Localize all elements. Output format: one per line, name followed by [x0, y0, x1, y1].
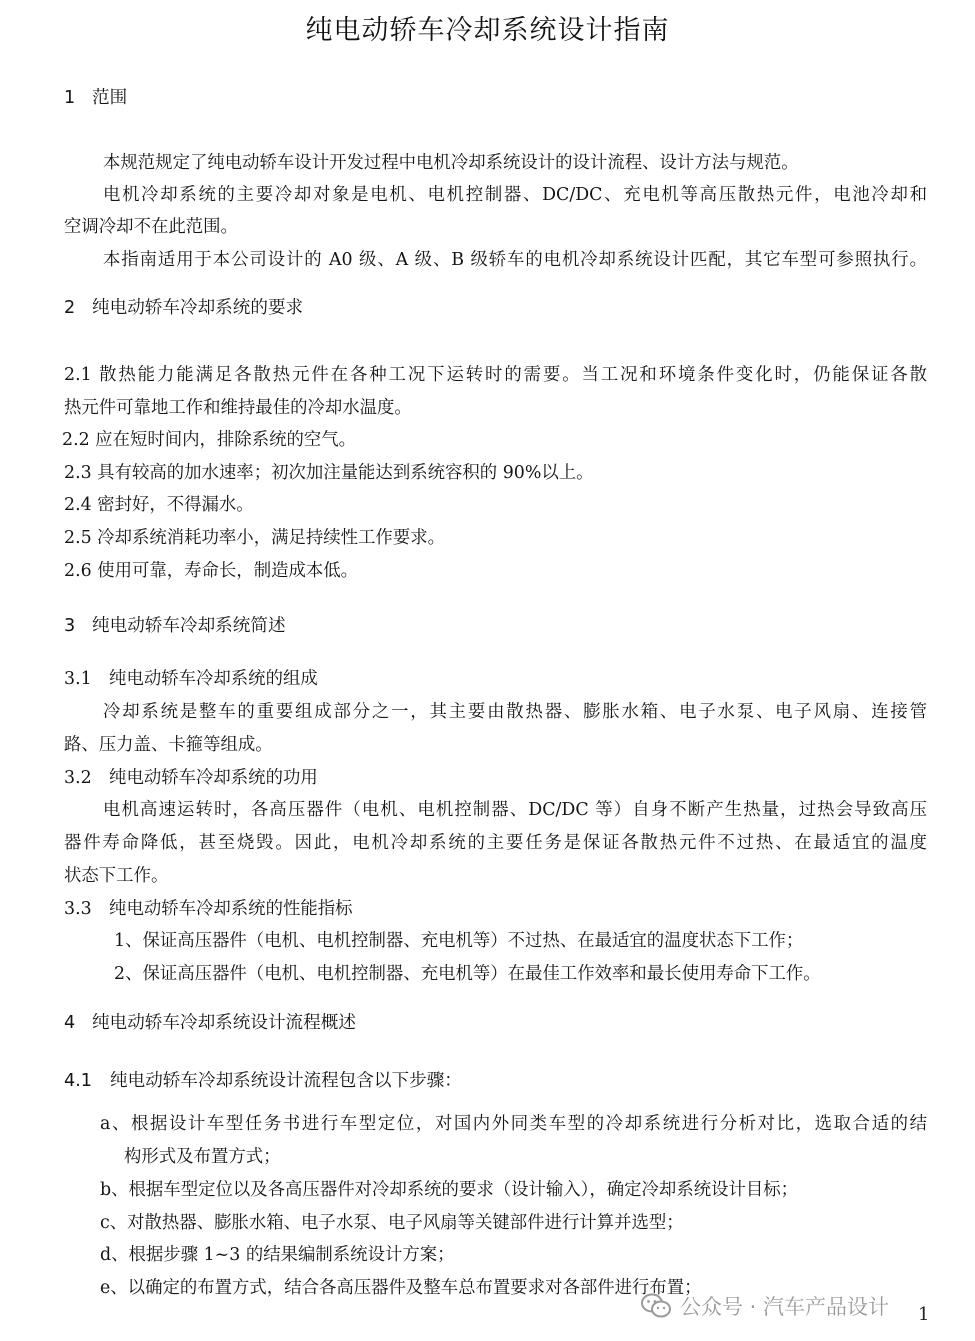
section-3-title: 纯电动轿车冷却系统简述 [92, 616, 286, 636]
section-2-number: 2 [64, 298, 76, 318]
section-1-title: 范围 [92, 88, 128, 108]
subsection-4-1-number: 4.1 [64, 1071, 92, 1091]
requirement-2-1-line-2: 热元件可靠地工作和维持最佳的冷却水温度。 [64, 398, 412, 418]
subsection-3-2-line-1: 电机高速运转时，各高压器件（电机、电机控制器、DC/DC 等）自身不断产生热量，过热会导致高压 [103, 800, 927, 820]
wechat-icon [640, 1292, 672, 1320]
document-title: 纯电动轿车冷却系统设计指南 [305, 15, 670, 46]
design-step-a-line-2: 构形式及布置方式； [124, 1147, 281, 1167]
section-1-paragraph-1: 本规范规定了纯电动轿车设计开发过程中电机冷却系统设计的设计流程、设计方法与规范。 [103, 153, 799, 173]
requirement-2-1-line-1: 2.1 散热能力能满足各散热元件在各种工况下运转时的需要。当工况和环境条件变化时，仍能保证各散 [64, 365, 927, 385]
subsection-3-1-line-2: 路、压力盖、卡箍等组成。 [64, 735, 273, 755]
watermark-text: 公众号 · 汽车产品设计 [680, 1295, 890, 1319]
design-step-c: c、对散热器、膨胀水箱、电子水泵、电子风扇等关键部件进行计算并选型； [100, 1213, 684, 1233]
subsection-3-1-line-1: 冷却系统是整车的重要组成部分之一，其主要由散热器、膨胀水箱、电子水泵、电子风扇、连接管 [103, 702, 927, 722]
design-step-b: b、根据车型定位以及各高压器件对冷却系统的要求（设计输入），确定冷却系统设计目标； [100, 1180, 799, 1200]
requirement-2-3: 2.3 具有较高的加水速率；初次加注量能达到系统容积的 90%以上。 [64, 463, 594, 483]
page-number: 1 [918, 1304, 930, 1325]
subsection-4-1-title: 纯电动轿车冷却系统设计流程包含以下步骤： [110, 1071, 462, 1091]
section-1-number: 1 [64, 88, 76, 108]
subsection-3-1-heading: 3.1 纯电动轿车冷却系统的组成 [64, 669, 318, 689]
requirement-2-6: 2.6 使用可靠，寿命长，制造成本低。 [64, 561, 359, 581]
requirement-2-4: 2.4 密封好，不得漏水。 [64, 495, 254, 515]
section-1-paragraph-2-line-1: 电机冷却系统的主要冷却对象是电机、电机控制器、DC/DC、充电机等高压散热元件，电池冷却和 [103, 185, 927, 205]
performance-item-2: 2、保证高压器件（电机、电机控制器、充电机等）在最佳工作效率和最长使用寿命下工作。 [114, 964, 821, 984]
section-1-paragraph-2-line-2: 空调冷却不在此范围。 [64, 217, 238, 237]
subsection-4-1-heading [64, 1070, 462, 1092]
section-1-heading [64, 87, 127, 109]
section-4-number: 4 [64, 1013, 76, 1033]
section-3-heading [64, 615, 286, 637]
design-step-d: d、根据步骤 1~3 的结果编制系统设计方案； [100, 1245, 455, 1265]
design-step-e: e、以确定的布置方式，结合各高压器件及整车总布置要求对各部件进行布置； [100, 1278, 702, 1298]
section-2-heading [64, 297, 303, 319]
section-4-heading [64, 1012, 356, 1034]
section-1-paragraph-3: 本指南适用于本公司设计的 A0 级、A 级、B 级轿车的电机冷却系统设计匹配，其它车型可参照执行。 [103, 250, 927, 270]
subsection-3-3-heading: 3.3 纯电动轿车冷却系统的性能指标 [64, 899, 353, 919]
requirement-2-2: 2.2 应在短时间内，排除系统的空气。 [62, 430, 357, 450]
section-2-title: 纯电动轿车冷却系统的要求 [92, 298, 304, 318]
section-3-number: 3 [64, 616, 76, 636]
performance-item-1: 1、保证高压器件（电机、电机控制器、充电机等）不过热、在最适宜的温度状态下工作； [114, 931, 804, 951]
subsection-3-2-heading: 3.2 纯电动轿车冷却系统的功用 [64, 768, 318, 788]
subsection-3-2-line-2: 器件寿命降低，甚至烧毁。因此，电机冷却系统的主要任务是保证各散热元件不过热、在最适宜的温度 [64, 833, 927, 853]
subsection-3-2-line-3: 状态下工作。 [64, 866, 169, 886]
section-4-title: 纯电动轿车冷却系统设计流程概述 [92, 1013, 356, 1033]
requirement-2-5: 2.5 冷却系统消耗功率小，满足持续性工作要求。 [64, 528, 445, 548]
design-step-a-line-1: a、根据设计车型任务书进行车型定位，对国内外同类车型的冷却系统进行分析对比，选取合适的结 [100, 1114, 927, 1134]
watermark [640, 1289, 889, 1323]
